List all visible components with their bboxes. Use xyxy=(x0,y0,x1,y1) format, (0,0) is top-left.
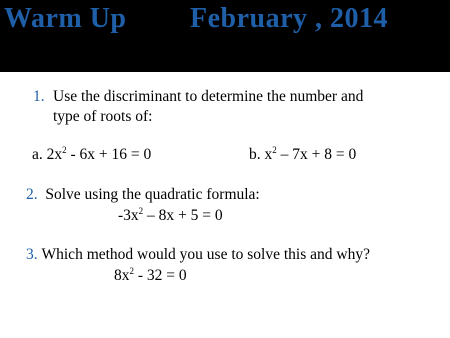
problem-3-eq-exponent: 2 xyxy=(129,265,134,276)
problem-1-text-line1 xyxy=(53,88,363,106)
problem-1-text-b: type of roots of: xyxy=(53,108,153,125)
problem-1-part-b xyxy=(249,146,356,164)
problem-2-number: 2. xyxy=(26,186,38,203)
title-bar xyxy=(0,0,450,72)
problem-2-eq-suffix: – 8x + 5 = 0 xyxy=(143,207,223,224)
problem-1-part-a xyxy=(32,146,151,164)
problem-2-line xyxy=(26,186,260,204)
problem-3-equation xyxy=(114,267,187,285)
part-a-suffix: - 6x + 16 = 0 xyxy=(66,146,152,163)
problem-1-text-a: Use the discriminant to determine the number and xyxy=(53,88,364,105)
problem-3-eq-suffix: - 32 = 0 xyxy=(134,267,187,284)
problem-2-text: Solve using the quadratic formula: xyxy=(45,186,260,203)
problem-3-line xyxy=(26,246,370,264)
problem-2-eq-prefix: -3x xyxy=(118,207,139,224)
part-b-suffix: – 7x + 8 = 0 xyxy=(276,146,357,163)
problem-3-text: Which method would you use to solve this and why? xyxy=(41,246,370,263)
problem-list xyxy=(0,72,450,338)
problem-2-equation xyxy=(118,207,223,225)
problem-1-number: 1. xyxy=(33,88,45,105)
part-a-prefix: a. 2x xyxy=(32,146,63,163)
page-date: February , 2014 xyxy=(190,3,389,34)
part-b-exponent: 2 xyxy=(272,144,277,155)
problem-1-line1 xyxy=(33,88,45,106)
problem-3-eq-prefix: 8x xyxy=(114,267,130,284)
page-title: Warm Up xyxy=(4,3,127,34)
problem-1-text-line2 xyxy=(53,108,152,126)
problem-3-number: 3. xyxy=(26,246,38,263)
part-b-prefix: b. x xyxy=(249,146,273,163)
problem-2-eq-exponent: 2 xyxy=(138,205,144,216)
part-a-exponent: 2 xyxy=(62,144,67,155)
